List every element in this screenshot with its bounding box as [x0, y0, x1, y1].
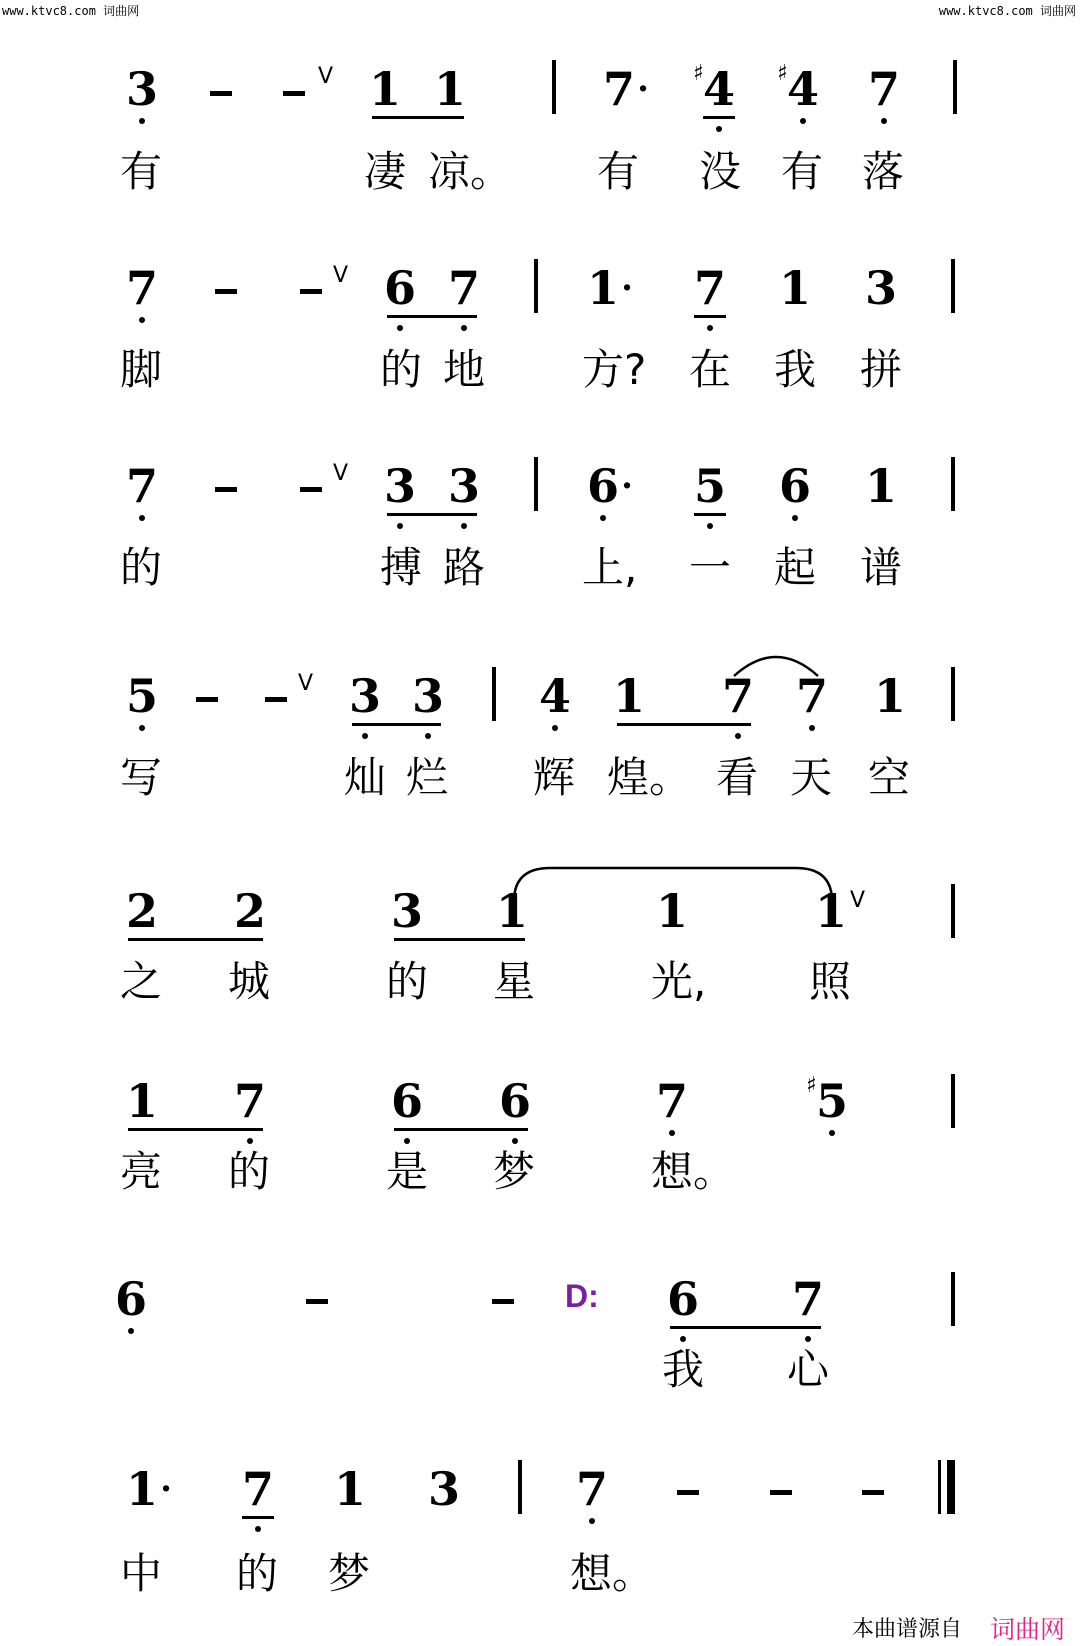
breath-mark: V	[850, 888, 866, 913]
barline	[951, 457, 955, 511]
lower-octave-dot	[600, 515, 606, 521]
lyric: 的	[120, 543, 163, 592]
barline	[951, 1272, 955, 1326]
lyric: 起	[774, 543, 817, 592]
site-watermark-left[interactable]: www.ktvc8.com 词曲网	[2, 4, 140, 18]
note: 7	[655, 1074, 689, 1128]
extension-dash	[196, 697, 218, 702]
lyric: 天	[790, 753, 833, 802]
lyric: 的	[228, 1147, 271, 1196]
note: 3	[427, 1462, 461, 1516]
lyric: 心	[787, 1345, 830, 1394]
eighth-underline	[703, 116, 735, 119]
lower-octave-dot	[669, 1130, 675, 1136]
lyric: 梦	[493, 1147, 536, 1196]
lower-octave-dot	[829, 1130, 835, 1136]
extension-dash	[306, 1299, 328, 1304]
note: 7	[241, 1462, 275, 1516]
extension-dash	[215, 289, 237, 294]
note: 6	[390, 1074, 424, 1128]
lyric: 有	[597, 147, 640, 196]
lower-octave-dot	[362, 733, 368, 739]
augmentation-dot: ·	[621, 268, 633, 308]
lyric: 的	[386, 957, 429, 1006]
note: 3	[411, 669, 445, 723]
note: 2	[125, 884, 159, 938]
lower-octave-dot	[792, 515, 798, 521]
lyric: 在	[689, 345, 732, 394]
lower-octave-dot	[707, 325, 713, 331]
extension-dash	[677, 1490, 699, 1495]
lyric: 的	[236, 1549, 279, 1598]
breath-mark: V	[333, 461, 349, 486]
note: 1	[586, 261, 620, 315]
augmentation-dot: ·	[160, 1469, 172, 1509]
lyric: 凉。	[428, 147, 513, 196]
lyric: 拼	[860, 345, 903, 394]
lower-octave-dot	[404, 1138, 410, 1144]
lyric: 谱	[860, 543, 903, 592]
lower-octave-dot	[461, 325, 467, 331]
note: 5	[693, 459, 727, 513]
lower-octave-dot	[397, 523, 403, 529]
eighth-underline	[394, 1128, 528, 1131]
site-watermark-right[interactable]: www.ktvc8.com 词曲网	[938, 4, 1076, 18]
lower-octave-dot	[552, 725, 558, 731]
extension-dash	[862, 1490, 884, 1495]
extension-dash	[215, 487, 237, 492]
eighth-underline	[694, 513, 726, 516]
lyric: 烂	[406, 753, 449, 802]
lower-octave-dot	[716, 126, 722, 132]
barline	[951, 1074, 955, 1128]
note: 1	[495, 884, 529, 938]
lower-octave-dot	[255, 1526, 261, 1532]
eighth-underline	[617, 723, 751, 726]
eighth-underline	[387, 315, 477, 318]
note: 2	[233, 884, 267, 938]
lyric: 光,	[651, 957, 707, 1006]
ds-marker: D:	[565, 1278, 599, 1314]
extension-dash	[300, 487, 322, 492]
note: 5	[815, 1074, 849, 1128]
extension-dash	[770, 1490, 792, 1495]
lyric: 想。	[570, 1549, 655, 1598]
final-barline-thin	[938, 1460, 941, 1514]
lower-octave-dot	[735, 733, 741, 739]
lyric: 城	[228, 957, 271, 1006]
lyric: 搏	[380, 543, 423, 592]
barline	[953, 60, 957, 114]
eighth-underline	[694, 315, 726, 318]
note: 3	[125, 62, 159, 116]
extension-dash	[300, 289, 322, 294]
barline	[552, 60, 556, 114]
breath-mark: V	[318, 64, 334, 89]
lower-octave-dot	[128, 1328, 134, 1334]
note: 1	[873, 669, 907, 723]
lyric: 灿	[344, 753, 387, 802]
lyric: 方?	[582, 345, 647, 394]
lyric: 一	[689, 543, 732, 592]
augmentation-dot: ·	[621, 466, 633, 506]
note: 6	[586, 459, 620, 513]
lyric: 的	[380, 345, 423, 394]
lower-octave-dot	[139, 118, 145, 124]
note: 7	[795, 669, 829, 723]
barline	[534, 259, 538, 313]
lyric: 路	[443, 543, 486, 592]
note: 4	[702, 62, 736, 116]
breath-mark: V	[333, 263, 349, 288]
note: 1	[125, 1074, 159, 1128]
barline	[518, 1460, 522, 1514]
note: 1	[655, 884, 689, 938]
lyric: 照	[809, 957, 852, 1006]
note: 6	[498, 1074, 532, 1128]
note: 5	[125, 669, 159, 723]
note: 7	[693, 261, 727, 315]
note: 7	[447, 261, 481, 315]
lower-octave-dot	[800, 118, 806, 124]
note: 1	[333, 1462, 367, 1516]
lyric: 是	[386, 1147, 429, 1196]
extension-dash	[265, 697, 287, 702]
lyric: 落	[862, 147, 905, 196]
note: 1	[778, 261, 812, 315]
note: 6	[383, 261, 417, 315]
footer-source-text: 本曲谱源自	[852, 1617, 963, 1642]
note: 3	[383, 459, 417, 513]
barline	[534, 457, 538, 511]
note: 7	[233, 1074, 267, 1128]
eighth-underline	[387, 513, 477, 516]
extension-dash	[210, 91, 232, 96]
note: 1	[814, 884, 848, 938]
lower-octave-dot	[680, 1336, 686, 1342]
lower-octave-dot	[139, 515, 145, 521]
lyric: 脚	[120, 345, 163, 394]
eighth-underline	[128, 938, 263, 941]
eighth-underline	[242, 1516, 274, 1519]
lyric: 没	[699, 147, 742, 196]
lower-octave-dot	[397, 325, 403, 331]
lyric: 我	[774, 345, 817, 394]
note: 6	[666, 1272, 700, 1326]
lyric: 看	[716, 753, 759, 802]
lower-octave-dot	[139, 725, 145, 731]
lyric: 星	[493, 957, 536, 1006]
lyric: 梦	[328, 1549, 371, 1598]
augmentation-dot: ·	[637, 69, 649, 109]
lower-octave-dot	[425, 733, 431, 739]
note: 7	[125, 459, 159, 513]
eighth-underline	[670, 1326, 821, 1329]
eighth-underline	[352, 723, 441, 726]
note: 7	[125, 261, 159, 315]
note: 7	[575, 1462, 609, 1516]
note: 1	[433, 62, 467, 116]
lower-octave-dot	[809, 725, 815, 731]
note: 3	[348, 669, 382, 723]
extension-dash	[283, 91, 305, 96]
lyric: 中	[120, 1549, 163, 1598]
lyric: 想。	[651, 1147, 736, 1196]
lyric: 写	[120, 753, 163, 802]
lyric: 空	[868, 753, 911, 802]
lower-octave-dot	[139, 317, 145, 323]
barline	[492, 667, 496, 721]
final-barline-thick	[947, 1460, 955, 1514]
lyric: 亮	[120, 1147, 163, 1196]
note: 1	[368, 62, 402, 116]
eighth-underline	[394, 938, 525, 941]
lyric: 之	[120, 957, 163, 1006]
note: 3	[864, 261, 898, 315]
lower-octave-dot	[461, 523, 467, 529]
lower-octave-dot	[805, 1336, 811, 1342]
note: 1	[864, 459, 898, 513]
note: 6	[778, 459, 812, 513]
note: 6	[114, 1272, 148, 1326]
extension-dash	[492, 1299, 514, 1304]
note: 4	[538, 669, 572, 723]
note: 7	[791, 1272, 825, 1326]
lower-octave-dot	[707, 523, 713, 529]
note: 3	[447, 459, 481, 513]
footer-brand-link[interactable]: 词曲网	[990, 1615, 1066, 1644]
lyric: 凄	[364, 147, 407, 196]
note: 3	[390, 884, 424, 938]
note: 4	[786, 62, 820, 116]
note: 7	[721, 669, 755, 723]
barline	[951, 667, 955, 721]
lyric: 有	[781, 147, 824, 196]
eighth-underline	[372, 116, 464, 119]
lower-octave-dot	[247, 1138, 253, 1144]
breath-mark: V	[298, 671, 314, 696]
lyric: 辉	[533, 753, 576, 802]
note: 7	[867, 62, 901, 116]
barline	[951, 884, 955, 938]
eighth-underline	[128, 1128, 263, 1131]
lyric: 地	[443, 345, 486, 394]
lower-octave-dot	[589, 1518, 595, 1524]
lyric: 我	[662, 1345, 705, 1394]
sharp-sign: ♯	[777, 60, 788, 86]
lower-octave-dot	[881, 118, 887, 124]
note: 1	[612, 669, 646, 723]
sharp-sign: ♯	[806, 1072, 817, 1098]
lyric: 上,	[582, 543, 638, 592]
note: 1	[125, 1462, 159, 1516]
sharp-sign: ♯	[693, 60, 704, 86]
lyric: 有	[120, 147, 163, 196]
lower-octave-dot	[512, 1138, 518, 1144]
barline	[951, 259, 955, 313]
lyric: 煌。	[607, 753, 692, 802]
note: 7	[602, 62, 636, 116]
